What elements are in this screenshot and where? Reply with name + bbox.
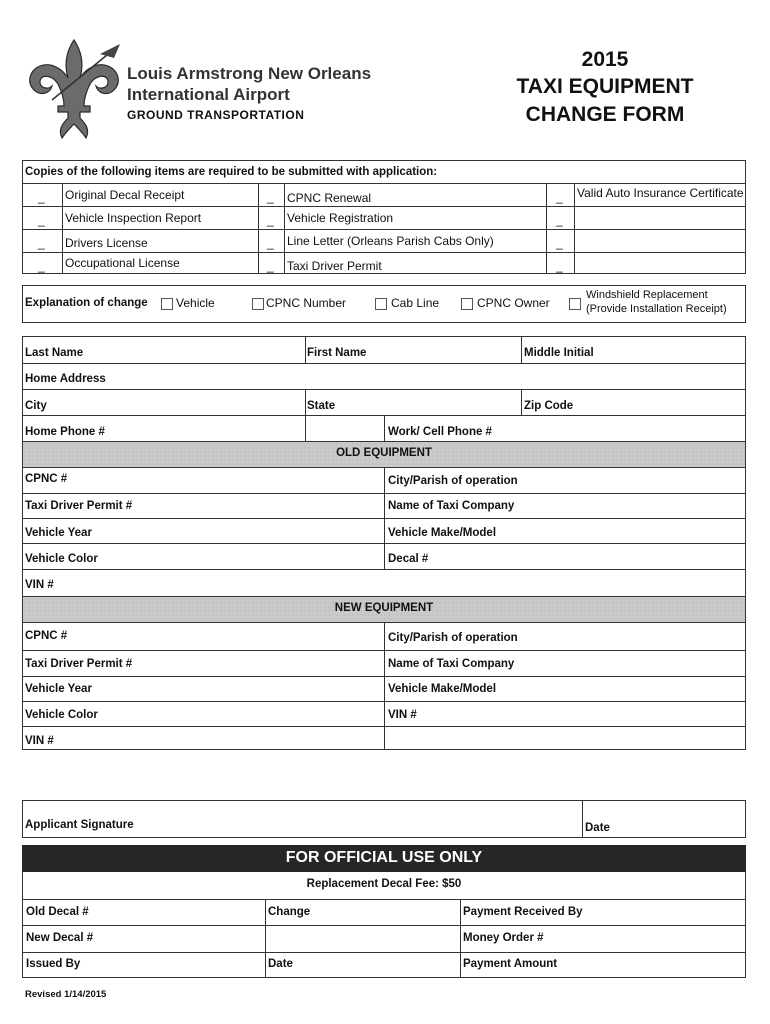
- new-vehicle-year-field[interactable]: Vehicle Year: [25, 683, 92, 695]
- cpnc-owner-option-label: CPNC Owner: [477, 296, 550, 310]
- new-driver-permit-field[interactable]: Taxi Driver Permit #: [25, 658, 133, 670]
- replacement-fee: Replacement Decal Fee: $50: [306, 878, 462, 890]
- cab-line-option-label: Cab Line: [391, 296, 440, 310]
- state-field[interactable]: State: [307, 400, 336, 412]
- change-official-field[interactable]: Change: [268, 906, 311, 918]
- old-decal-field[interactable]: Decal #: [388, 553, 429, 565]
- revision-date: Revised 1/14/2015: [25, 989, 107, 1000]
- req-marker: _: [38, 259, 45, 273]
- req-marker: _: [556, 236, 563, 250]
- windshield-option-note: (Provide Installation Receipt): [586, 303, 727, 315]
- payment-received-field[interactable]: Payment Received By: [463, 906, 583, 918]
- explanation-label: Explanation of change: [25, 297, 148, 309]
- old-vehicle-year-field[interactable]: Vehicle Year: [25, 527, 92, 539]
- req-marker: _: [556, 213, 563, 227]
- new-taxi-company-field[interactable]: Name of Taxi Company: [388, 658, 515, 670]
- new-city-parish-field[interactable]: City/Parish of operation: [388, 632, 518, 644]
- payment-amount-field[interactable]: Payment Amount: [463, 958, 558, 970]
- form-title-line2: CHANGE FORM: [525, 103, 685, 126]
- last-name-field[interactable]: Last Name: [25, 347, 84, 359]
- new-cpnc-field[interactable]: CPNC #: [25, 630, 68, 642]
- new-vin-field[interactable]: VIN #: [25, 735, 54, 747]
- city-field[interactable]: City: [25, 400, 47, 412]
- signature-date-field[interactable]: Date: [585, 822, 610, 834]
- req-vehicle-inspection-report: Vehicle Inspection Report: [65, 211, 202, 225]
- old-vehicle-make-model-field[interactable]: Vehicle Make/Model: [388, 527, 497, 539]
- req-vehicle-registration: Vehicle Registration: [287, 211, 394, 225]
- money-order-field[interactable]: Money Order #: [463, 932, 544, 944]
- req-marker: _: [38, 190, 45, 204]
- form-title-line1: TAXI EQUIPMENT: [516, 75, 694, 98]
- req-valid-auto-insurance: Valid Auto Insurance Certificate: [577, 186, 744, 200]
- vehicle-checkbox[interactable]: [161, 298, 173, 310]
- old-cpnc-field[interactable]: CPNC #: [25, 473, 68, 485]
- middle-initial-field[interactable]: Middle Initial: [524, 347, 594, 359]
- req-line-letter: Line Letter (Orleans Parish Cabs Only): [287, 234, 494, 248]
- new-vehicle-color-field[interactable]: Vehicle Color: [25, 709, 98, 721]
- new-decal-official-field[interactable]: New Decal #: [26, 932, 94, 944]
- requirements-heading: Copies of the following items are required to be submitted with application:: [25, 166, 438, 178]
- req-marker: _: [267, 213, 274, 227]
- first-name-field[interactable]: First Name: [307, 347, 367, 359]
- cpnc-owner-checkbox[interactable]: [461, 298, 473, 310]
- cpnc-number-option-label: CPNC Number: [266, 296, 347, 310]
- home-address-field[interactable]: Home Address: [25, 373, 106, 385]
- req-marker: _: [267, 236, 274, 250]
- req-marker: _: [556, 259, 563, 273]
- req-occupational-license: Occupational License: [65, 256, 180, 270]
- new-equipment-heading: NEW EQUIPMENT: [334, 602, 434, 614]
- req-cpnc-renewal: CPNC Renewal: [287, 191, 372, 205]
- req-original-decal-receipt: Original Decal Receipt: [65, 188, 185, 202]
- home-phone-field[interactable]: Home Phone #: [25, 426, 105, 438]
- fleur-de-lis-logo-icon: [22, 38, 127, 148]
- vehicle-option-label: Vehicle: [176, 296, 215, 310]
- old-vin-field[interactable]: VIN #: [25, 579, 54, 591]
- form-year: 2015: [581, 48, 629, 71]
- old-city-parish-field[interactable]: City/Parish of operation: [388, 475, 518, 487]
- org-name-line2: International Airport: [127, 85, 290, 104]
- issued-by-field[interactable]: Issued By: [26, 958, 81, 970]
- windshield-option-label: Windshield Replacement: [586, 289, 708, 301]
- official-use-heading: FOR OFFICIAL USE ONLY: [285, 849, 483, 866]
- old-driver-permit-field[interactable]: Taxi Driver Permit #: [25, 500, 133, 512]
- cpnc-number-checkbox[interactable]: [252, 298, 264, 310]
- zip-code-field[interactable]: Zip Code: [524, 400, 574, 412]
- applicant-signature-field[interactable]: Applicant Signature: [25, 819, 134, 831]
- windshield-checkbox[interactable]: [569, 298, 581, 310]
- old-decal-official-field[interactable]: Old Decal #: [26, 906, 89, 918]
- req-marker: _: [267, 190, 274, 204]
- old-vehicle-color-field[interactable]: Vehicle Color: [25, 553, 98, 565]
- cab-line-checkbox[interactable]: [375, 298, 387, 310]
- req-marker: _: [38, 236, 45, 250]
- req-marker: _: [556, 190, 563, 204]
- old-taxi-company-field[interactable]: Name of Taxi Company: [388, 500, 515, 512]
- req-marker: _: [38, 213, 45, 227]
- work-cell-phone-field[interactable]: Work/ Cell Phone #: [388, 426, 492, 438]
- old-equipment-heading: OLD EQUIPMENT: [336, 447, 432, 459]
- official-date-field[interactable]: Date: [268, 958, 293, 970]
- org-name-line1: Louis Armstrong New Orleans: [127, 64, 372, 83]
- req-taxi-driver-permit: Taxi Driver Permit: [287, 259, 382, 273]
- req-drivers-license: Drivers License: [65, 236, 148, 250]
- new-vin-right-field[interactable]: VIN #: [388, 709, 417, 721]
- req-marker: _: [267, 259, 274, 273]
- new-vehicle-make-model-field[interactable]: Vehicle Make/Model: [388, 683, 497, 695]
- department-name: GROUND TRANSPORTATION: [127, 108, 305, 122]
